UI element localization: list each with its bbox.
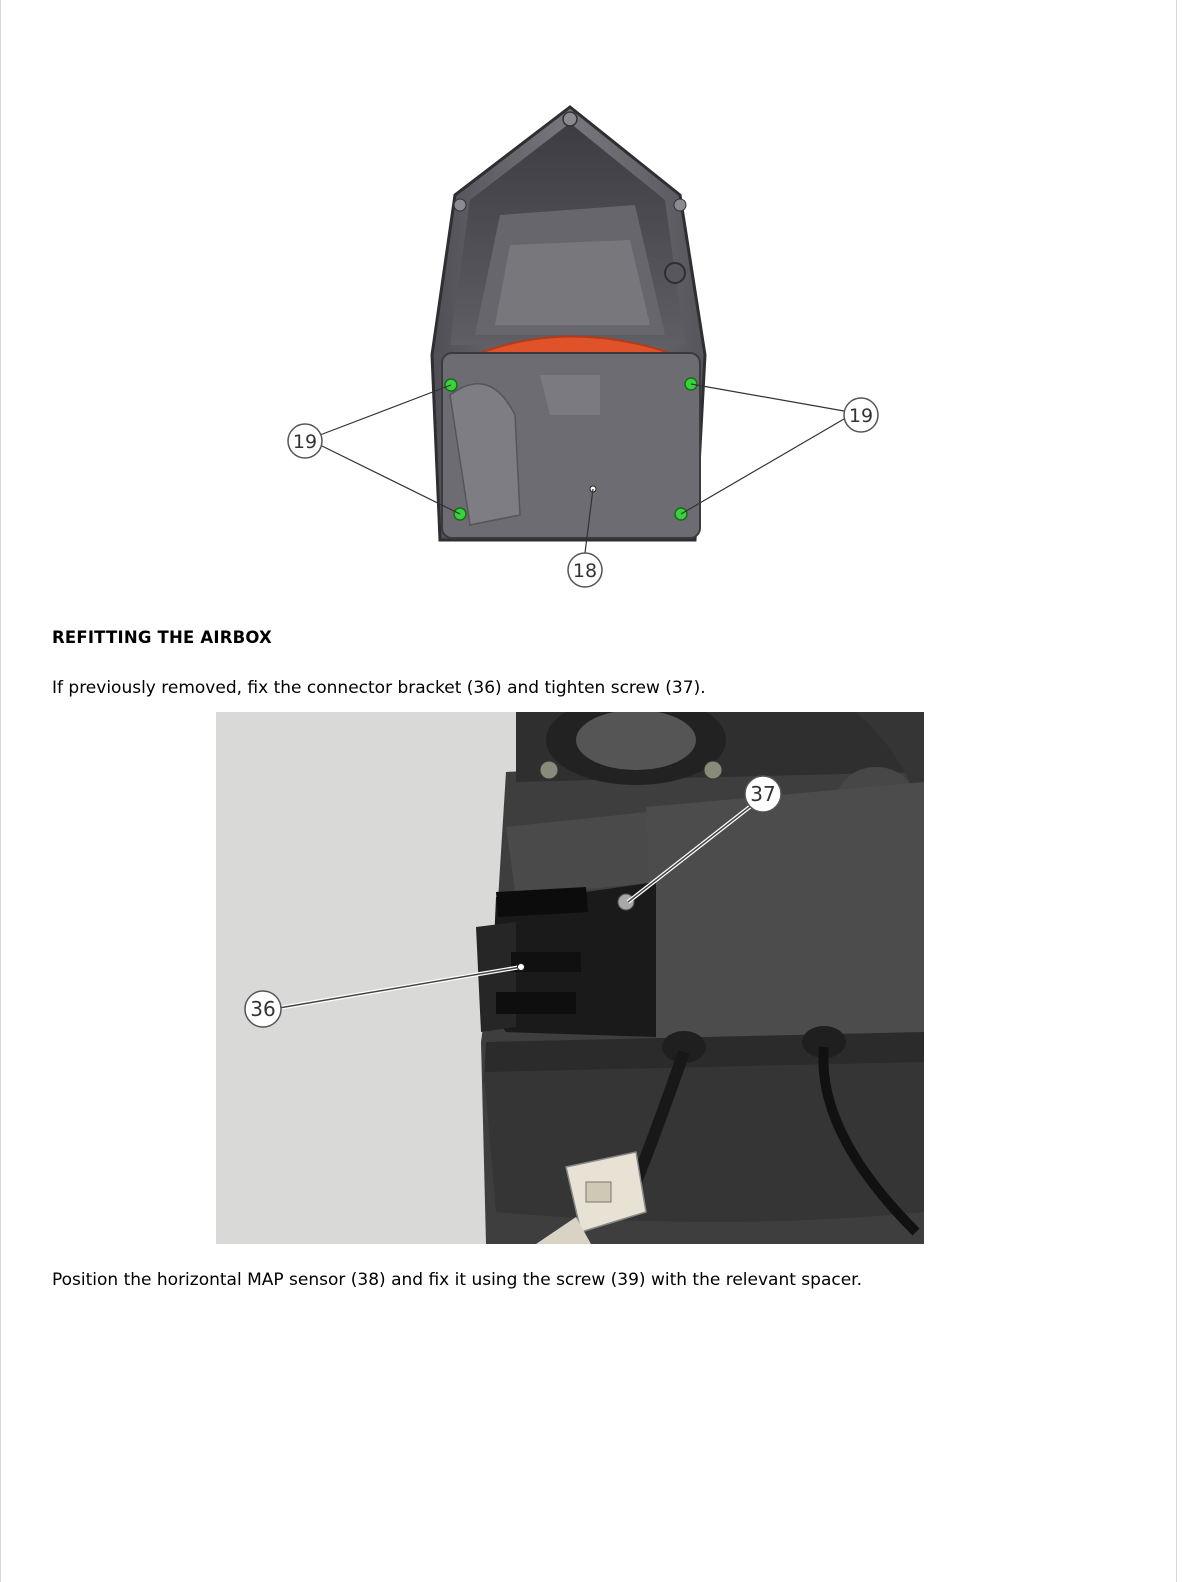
callout-36 — [245, 991, 281, 1027]
callout-37 — [745, 776, 781, 812]
svg-text:36: 36 — [250, 997, 276, 1021]
svg-text:18: 18 — [572, 560, 598, 582]
svg-text:19: 19 — [848, 405, 874, 427]
svg-text:37: 37 — [750, 782, 776, 806]
instruction-step-1: If previously removed, fix the connector bracket (36) and tighten screw (37). — [52, 678, 706, 698]
airbox-diagram — [270, 95, 900, 600]
svg-text:19: 19 — [292, 431, 318, 453]
screw-37 — [618, 894, 634, 910]
page-border-right — [1176, 0, 1177, 1582]
callout-19-right — [844, 398, 878, 432]
instruction-step-2: Position the horizontal MAP sensor (38) and fix it using the screw (39) with the relevant spacer. — [52, 1270, 863, 1290]
page-border-left — [0, 0, 1, 1582]
callout-18 — [568, 553, 602, 587]
connector-bracket-photo — [216, 712, 924, 1244]
callout-19-left — [288, 424, 322, 458]
section-heading: REFITTING THE AIRBOX — [52, 628, 272, 647]
